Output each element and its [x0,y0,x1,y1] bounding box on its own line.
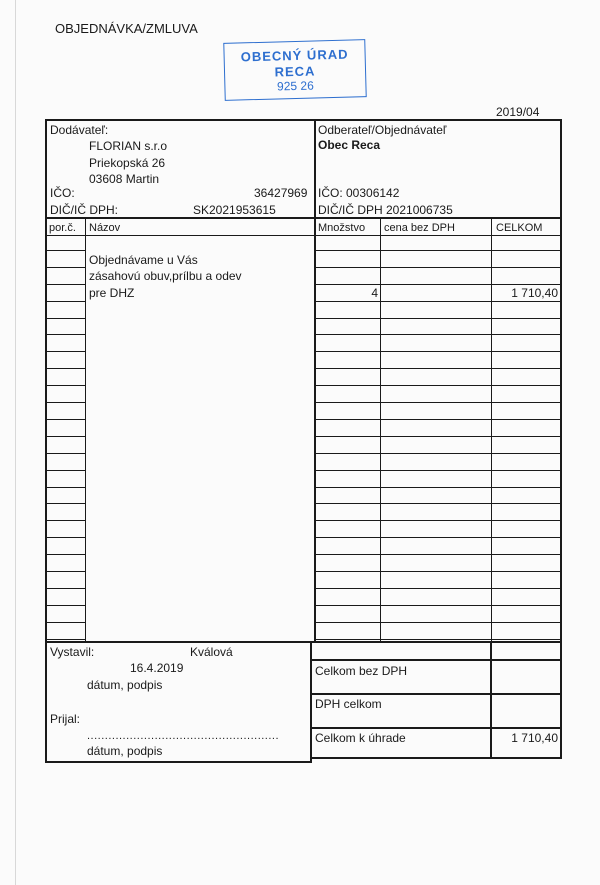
table-row-line-left [47,487,85,488]
supplier-ico-label: IČO: [50,186,75,200]
stamp-line-2: RECA [274,63,316,80]
table-row-line-right [316,453,560,454]
table-row-line-left [47,554,85,555]
table-row-line-right [316,385,560,386]
table-row-line-right [316,605,560,606]
table-row-line-right [316,436,560,437]
signature-dotted-line: ...................................................... [87,730,280,742]
table-row-line-left [47,537,85,538]
table-row-line-left [47,318,85,319]
table-row-line-left [47,284,85,285]
right-border [560,119,562,758]
table-row-line-left [47,351,85,352]
supplier-city: 03608 Martin [89,172,160,186]
table-row-line-left [47,453,85,454]
date-signature-label-1: dátum, podpis [87,678,163,692]
table-row-line-right [316,622,560,623]
table-row-line-right [316,402,560,403]
table-row-line-left [47,250,85,251]
supplier-name: FLORIAN s.r.o [89,139,168,153]
footer-top-border [45,641,562,643]
table-col-sep-qty [380,219,381,641]
received-by-label: Prijal: [50,712,81,726]
table-row-line-left [47,436,85,437]
table-row-line-left [47,571,85,572]
total-due-value: 1 710,40 [511,731,558,745]
customer-dic: DIČ/IČ DPH 2021006735 [318,203,453,217]
office-stamp [223,39,366,101]
table-row-line-left [47,622,85,623]
table-row-line-left [47,368,85,369]
date-signature-label-2: dátum, podpis [87,744,163,758]
header-top-border [45,119,562,121]
table-row-line-right [316,487,560,488]
col-header-total: CELKOM [496,222,543,234]
totals-line-3 [310,727,562,729]
supplier-dic-label: DIČ/IČ DPH: [50,203,119,217]
order-number: 2019/04 [496,105,540,119]
table-col-sep-price [491,219,492,641]
col-header-qty: Množstvo [318,222,366,234]
table-row-line-right [316,503,560,504]
col-header-name: Názov [89,222,121,234]
page-edge [15,0,16,885]
customer-ico: IČO: 00306142 [318,186,400,200]
customer-heading: Odberateľ/Objednávateľ [318,123,447,137]
stamp-line-1: OBECNÝ ÚRAD [240,46,349,65]
totals-line-1 [310,659,562,661]
table-row-line-right [316,470,560,471]
table-row-line-right [316,419,560,420]
table-row-line-left [47,520,85,521]
table-row-line-left [47,588,85,589]
item-description-line-2: zásahovú obuv,prílbu a odev [89,269,242,283]
issued-date: 16.4.2019 [130,661,184,675]
table-row-line-left [47,402,85,403]
table-row-line-right [316,639,560,640]
stamp-line-3: 925 26 [276,78,314,94]
totals-bottom-border [310,757,562,759]
supplier-heading: Dodávateľ: [50,123,109,137]
header-bottom-border [45,217,562,219]
table-row-line-right [316,334,560,335]
table-row-line-left [47,639,85,640]
table-row-line-left [47,267,85,268]
item-total: 1 710,40 [511,286,558,300]
table-row-line-left [47,419,85,420]
table-col-sep-num [85,219,86,641]
table-row-line-right [316,520,560,521]
table-row-line-left [47,385,85,386]
table-row-line-right [316,351,560,352]
table-row-line-left [47,301,85,302]
col-header-num: por.č. [49,222,76,234]
table-row-line-right [316,284,560,285]
document-title: OBJEDNÁVKA/ZMLUVA [55,21,198,36]
table-row-line-right [316,554,560,555]
totals-line-2 [310,693,562,695]
table-row-line-right [316,318,560,319]
center-divider [314,119,316,641]
table-row-line-left [47,503,85,504]
issued-by-name: Kválová [190,645,233,659]
total-net-label: Celkom bez DPH [315,664,408,678]
table-row-line-left [47,470,85,471]
customer-name: Obec Reca [318,138,381,152]
col-header-price: cena bez DPH [384,222,455,234]
supplier-street: Priekopská 26 [89,156,166,170]
supplier-ico-value: 36427969 [254,186,308,200]
table-row-line-left [47,605,85,606]
total-due-label: Celkom k úhrade [315,731,406,745]
table-row-line-right [316,267,560,268]
footer-bottom-border [45,761,311,763]
table-row-line-right [316,301,560,302]
item-description-line-1: Objednávame u Vás [89,253,198,267]
issued-by-label: Vystavil: [50,645,95,659]
table-row-line-right [316,368,560,369]
table-row-line-left [47,334,85,335]
table-row-line-right [316,571,560,572]
table-row-line-right [316,588,560,589]
table-header-line [45,235,562,236]
left-border [45,119,47,762]
table-row-line-right [316,250,560,251]
item-description-line-3: pre DHZ [89,286,135,300]
supplier-dic-value: SK2021953615 [193,203,276,217]
table-row-line-right [316,537,560,538]
total-vat-label: DPH celkom [315,697,382,711]
item-quantity: 4 [371,286,378,300]
